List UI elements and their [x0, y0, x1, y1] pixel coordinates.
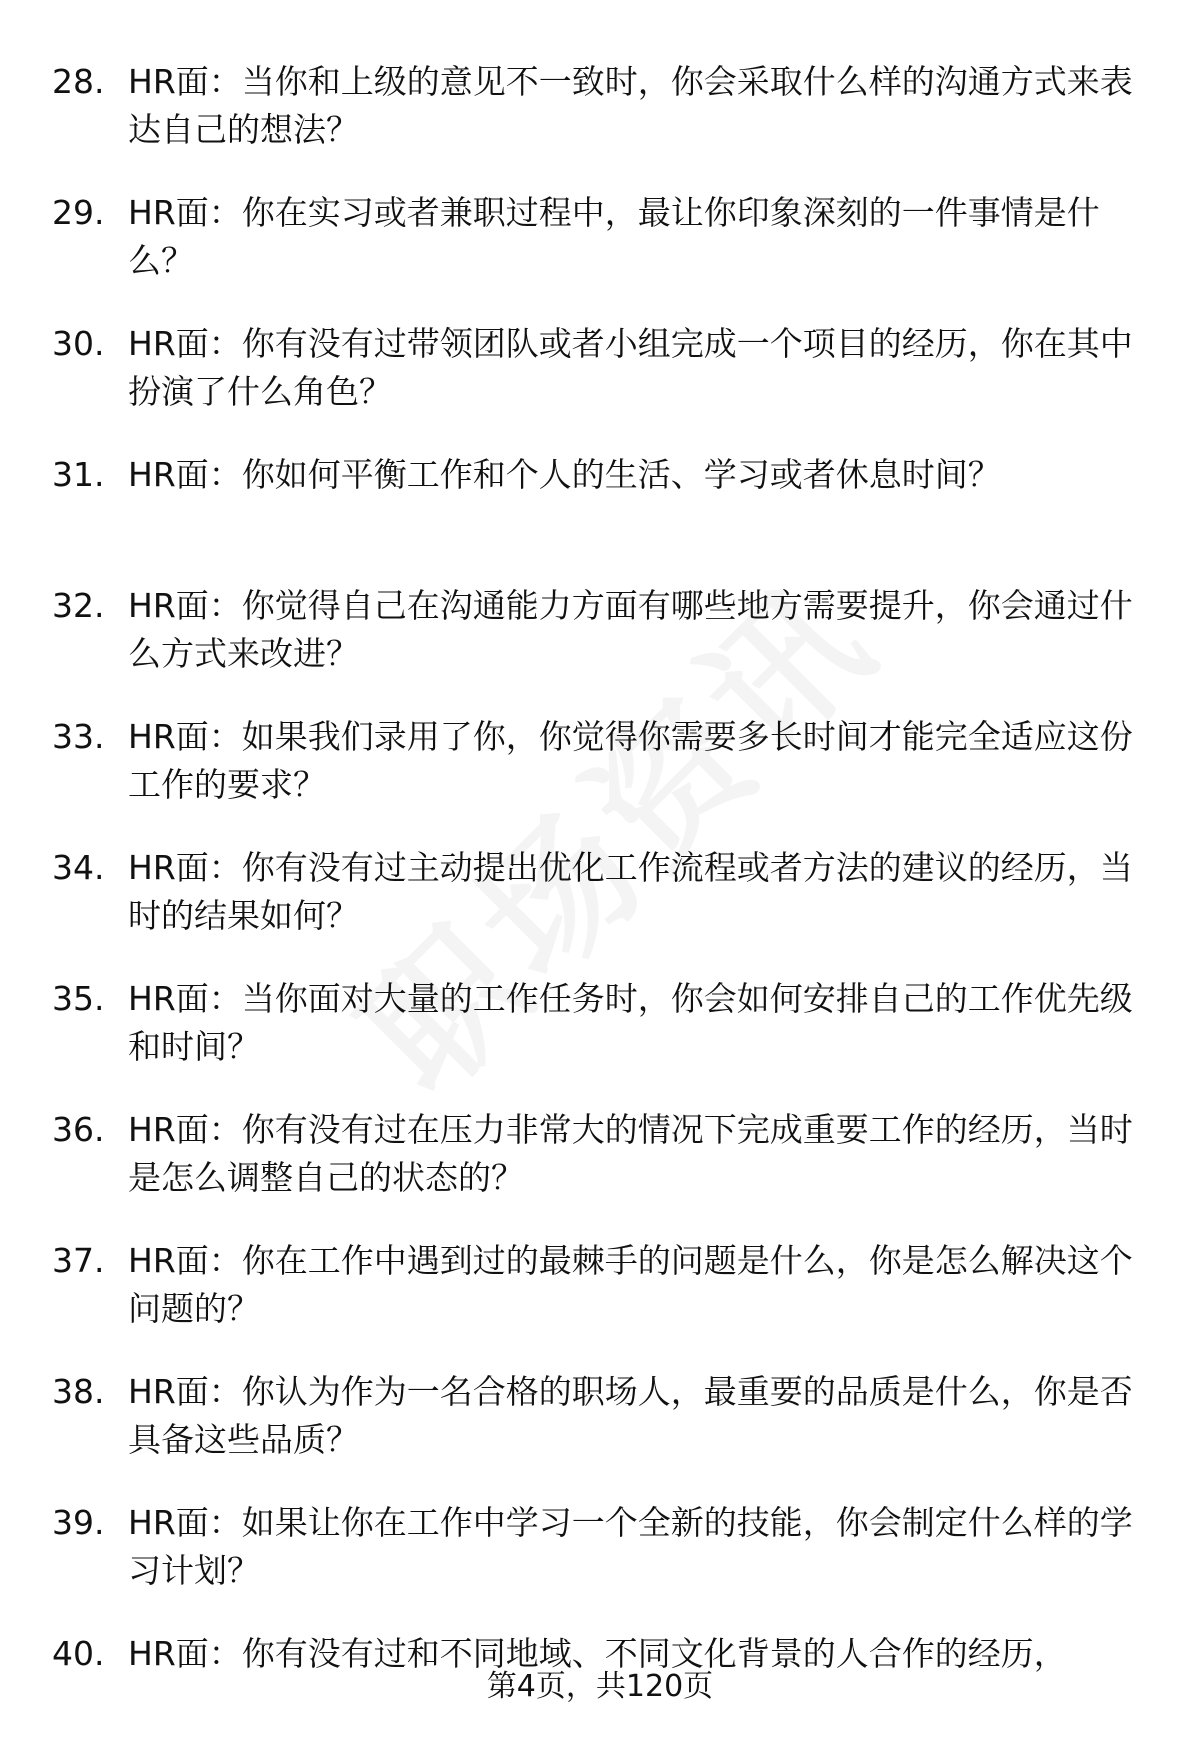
question-list	[0, 58, 1200, 1761]
question-text: HR面：你认为作为一名合格的职场人，最重要的品质是什么，你是否具备这些品质？	[128, 1372, 1133, 1459]
question-text: HR面：你在工作中遇到过的最棘手的问题是什么，你是怎么解决这个问题的？	[128, 1241, 1133, 1328]
question-number: 34.	[52, 848, 105, 887]
question-text: HR面：当你面对大量的工作任务时，你会如何安排自己的工作优先级和时间？	[128, 979, 1133, 1066]
question-number: 30.	[52, 324, 105, 363]
question-number: 29.	[52, 193, 105, 232]
question-number: 36.	[52, 1110, 105, 1149]
question-number: 28.	[52, 62, 105, 101]
question-number: 33.	[52, 717, 105, 756]
question-number: 39.	[52, 1503, 105, 1542]
list-item	[0, 975, 1200, 1106]
question-number: 40.	[52, 1634, 105, 1673]
list-item	[0, 713, 1200, 844]
list-item	[0, 320, 1200, 451]
question-text: HR面：你有没有过主动提出优化工作流程或者方法的建议的经历，当时的结果如何？	[128, 848, 1133, 935]
list-item	[0, 844, 1200, 975]
question-text: HR面：你如何平衡工作和个人的生活、学习或者休息时间？	[128, 455, 1001, 494]
list-item	[0, 58, 1200, 189]
list-item	[0, 1106, 1200, 1237]
list-item	[0, 1499, 1200, 1630]
question-text: HR面：当你和上级的意见不一致时，你会采取什么样的沟通方式来表达自己的想法？	[128, 62, 1133, 149]
question-text: HR面：如果我们录用了你，你觉得你需要多长时间才能完全适应这份工作的要求？	[128, 717, 1133, 804]
question-number: 35.	[52, 979, 105, 1018]
page-footer: 第4页，共120页	[486, 1669, 714, 1704]
list-item	[0, 1237, 1200, 1368]
question-text: HR面：如果让你在工作中学习一个全新的技能，你会制定什么样的学习计划？	[128, 1503, 1133, 1590]
question-text: HR面：你在实习或者兼职过程中，最让你印象深刻的一件事情是什么？	[128, 193, 1100, 280]
question-number: 38.	[52, 1372, 105, 1411]
question-number: 37.	[52, 1241, 105, 1280]
question-text: HR面：你有没有过和不同地域、不同文化背景的人合作的经历，	[128, 1634, 1067, 1673]
list-item	[0, 1368, 1200, 1499]
question-number: 31.	[52, 455, 105, 494]
question-text: HR面：你有没有过带领团队或者小组完成一个项目的经历，你在其中扮演了什么角色？	[128, 324, 1133, 411]
question-text: HR面：你觉得自己在沟通能力方面有哪些地方需要提升，你会通过什么方式来改进？	[128, 586, 1133, 673]
list-item	[0, 189, 1200, 320]
list-item	[0, 582, 1200, 713]
question-text: HR面：你有没有过在压力非常大的情况下完成重要工作的经历，当时是怎么调整自己的状态的？	[128, 1110, 1133, 1197]
list-item	[0, 451, 1200, 582]
question-number: 32.	[52, 586, 105, 625]
